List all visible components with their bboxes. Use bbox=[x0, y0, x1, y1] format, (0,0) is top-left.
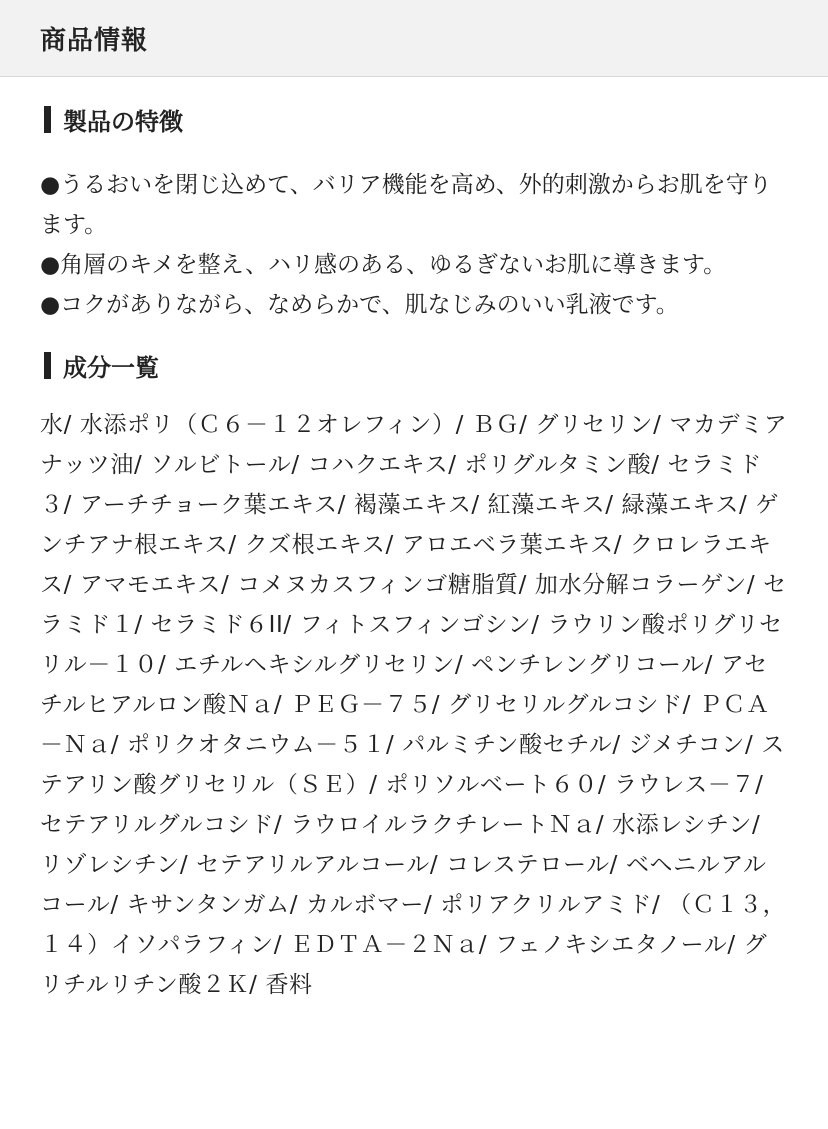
features-heading-label: 製品の特徴 bbox=[63, 107, 183, 136]
product-info-content bbox=[0, 99, 828, 1005]
ingredients-list: 水/ 水添ポリ（Ｃ６－１２オレフィン）/ ＢＧ/ グリセリン/ マカデミアナッツ油/ ソルビトール/ コハクエキス/ ポリグルタミン酸/ セラミド３/ アーチチョーク葉エキス/ 褐藻エキス/ 紅藻エキス/ 緑藻エキス/ ゲンチアナ根エキス/ クズ根エキス/ アロエベラ葉エキス/ クロレラエキス/ アマモエキス/ コメヌカスフィンゴ糖脂質/ 加水分解コラーゲン/ セラミド１/ セラミド６II/ フィトスフィンゴシン/ ラウリン酸ポリグリセリル－１０/ エチルヘキシルグリセリン/ ペンチレングリコール/ アセチルヒアルロン酸Ｎａ/ ＰＥＧ－７５/ グリセリルグルコシド/ ＰＣＡ－Ｎａ/ ポリクオタニウム－５１/ パルミチン酸セチル/ ジメチコン/ ステアリン酸グリセリル（ＳＥ）/ ポリソルベート６０/ ラウレス－７/ セテアリルグルコシド/ ラウロイルラクチレートＮａ/ 水添レシチン/ リゾレシチン/ セテアリルアルコール/ コレステロール/ ベヘニルアルコール/ キサンタンガム/ カルボマー/ ポリアクリルアミド/ （Ｃ１３，１４）イソパラフィン/ ＥＤＴＡ－２Ｎａ/ フェノキシエタノール/ グリチルリチン酸２Ｋ/ 香料 bbox=[40, 412, 788, 998]
ingredients-section-heading bbox=[40, 345, 788, 385]
ingredients-heading-label: 成分一覧 bbox=[63, 353, 159, 382]
heading-bar-decoration bbox=[44, 352, 51, 379]
feature-item: ●角層のキメを整え、ハリ感のある、ゆるぎないお肌に導きます。 bbox=[40, 252, 727, 278]
page-header bbox=[0, 0, 828, 77]
heading-bar-decoration bbox=[44, 106, 51, 133]
features-section-heading bbox=[40, 99, 788, 139]
feature-item: ●うるおいを閉じ込めて、バリア機能を高め、外的刺激からお肌を守ります。 bbox=[40, 172, 772, 238]
features-list bbox=[40, 165, 788, 325]
feature-item: ●コクがありながら、なめらかで、肌なじみのいい乳液です。 bbox=[40, 292, 679, 318]
page-title: 商品情報 bbox=[40, 25, 149, 56]
